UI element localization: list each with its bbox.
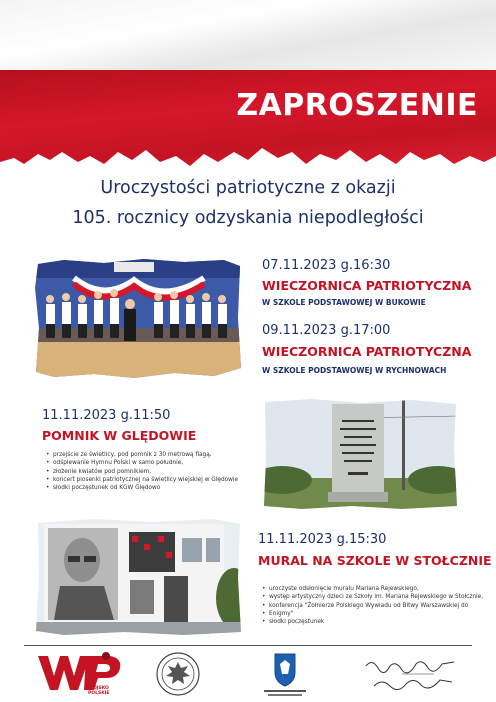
monument-photo xyxy=(262,398,458,510)
event-2-place: W SZKOLE PODSTAWOWEJ W RYCHNOWACH xyxy=(262,366,447,375)
list-item: • złożenie kwiatów pod pomnikiem, xyxy=(46,468,238,476)
list-item: • przejście ze świetlicy, pod pomnik z 30 metrową flagą, xyxy=(46,451,238,459)
event-1-date: 07.11.2023 g.16:30 xyxy=(262,258,391,273)
list-item: • uroczyste odsłonięcie muralu Mariana Rejewskiego, xyxy=(262,585,483,593)
eagle-seal-logo xyxy=(156,652,200,696)
event-4-date: 11.11.2023 g.15:30 xyxy=(258,532,387,547)
event-1-name: WIECZORNICA PATRIOTYCZNA xyxy=(262,278,472,293)
invitation-title: ZAPROSZENIE xyxy=(236,88,478,123)
event-2-name: WIECZORNICA PATRIOTYCZNA xyxy=(262,344,472,359)
event-3-program-list xyxy=(46,451,238,492)
subtitle-line-2: 105. rocznicy odzyskania niepodległości xyxy=(72,208,424,228)
handwritten-signature xyxy=(362,656,458,694)
school-celebration-photo xyxy=(34,258,242,380)
list-item: • słodki poczęstunek xyxy=(262,618,483,626)
flag-white-band xyxy=(0,0,496,78)
event-1-place: W SZKOLE PODSTAWOWEJ W BUKOWIE xyxy=(262,298,426,307)
event-3-date: 11.11.2023 g.11:50 xyxy=(42,408,171,423)
event-4-program-list xyxy=(262,585,483,626)
footer-divider xyxy=(24,645,472,646)
wojsko-polskie-logo xyxy=(36,650,122,696)
list-item: • Enigmy" xyxy=(262,610,483,618)
list-item: • występ artystyczny dzieci ze Szkoły im. Mariana Rejewskiego w Stołcznie, xyxy=(262,593,483,601)
event-3-name: POMNIK W GLĘDOWIE xyxy=(42,428,197,443)
subtitle-line-1: Uroczystości patriotyczne z okazji xyxy=(100,178,396,198)
list-item: • słodki poczęstunek od KGW Ględowo xyxy=(46,484,238,492)
torn-paper-edge xyxy=(0,140,496,180)
event-2-date: 09.11.2023 g.17:00 xyxy=(262,323,391,338)
list-item: • konferencja "Żołnierze Polskiego Wywiadu od Bitwy Warszawskiej do xyxy=(262,602,483,610)
list-item: • koncert piosenki patriotycznej na świetlicy wiejskiej w Ględowie xyxy=(46,476,238,484)
mural-school-photo xyxy=(34,518,242,636)
municipal-coat-of-arms xyxy=(256,652,314,698)
list-item: • odśpiewanie Hymnu Polski w samo południe, xyxy=(46,459,238,467)
event-4-name: MURAL NA SZKOLE W STOŁCZNIE xyxy=(258,553,492,568)
wojsko-polskie-label: WOJSKO POLSKIE xyxy=(88,686,110,696)
